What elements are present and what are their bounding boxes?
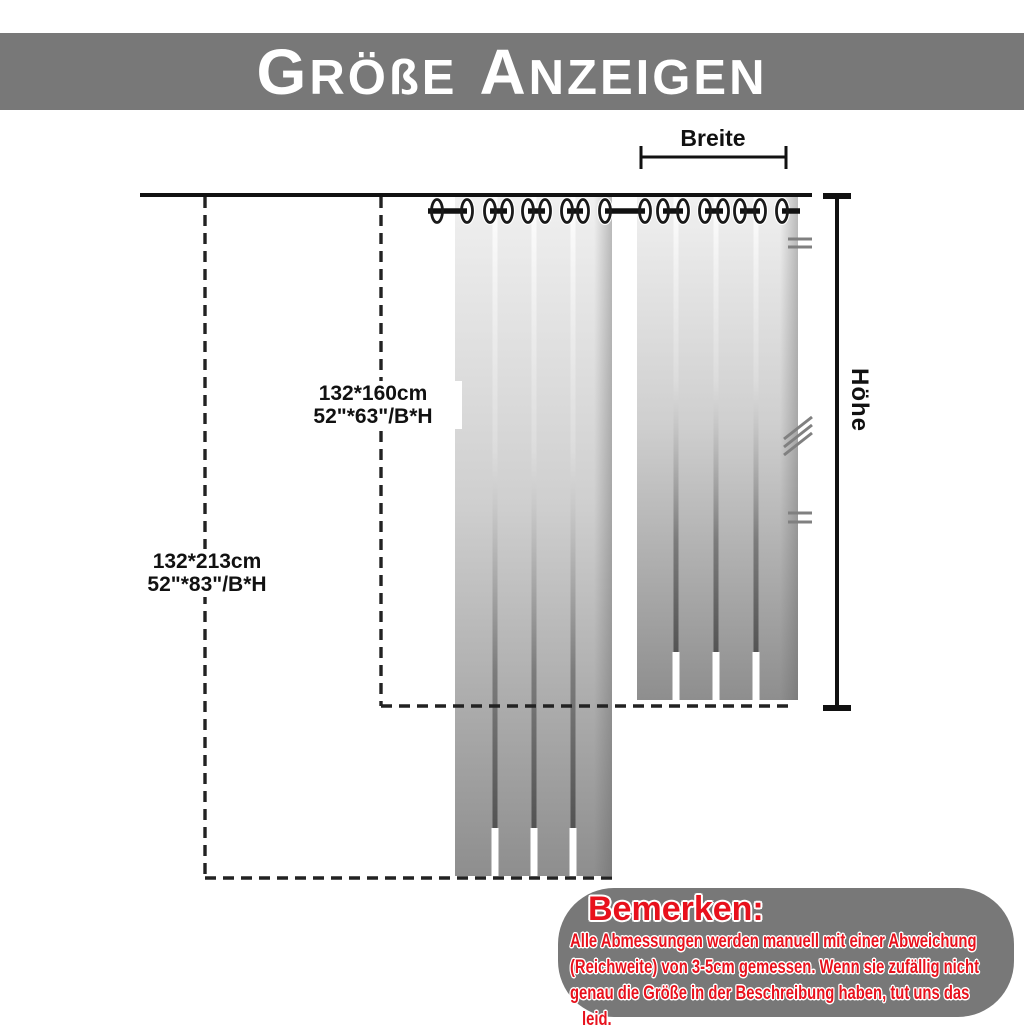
title-word-anzeigen: A NZEIGEN — [479, 35, 768, 108]
size-213-inches: 52"*83"/B*H — [147, 573, 267, 596]
note-line-3: genau die Größe in der Beschreibung haben, tut uns das — [570, 983, 970, 1005]
curtain-panel-long — [455, 197, 612, 876]
note-line-1: Alle Abmessungen werden manuell mit einer Abweichung — [570, 931, 977, 953]
size-213-cm: 132*213cm — [152, 550, 262, 573]
note-box — [558, 888, 1014, 1031]
grommet-rings — [428, 200, 800, 223]
size-label-160cm — [284, 381, 462, 429]
height-dimension-label: Höhe — [846, 368, 873, 432]
title-banner — [0, 33, 1024, 110]
page-title — [256, 35, 768, 108]
width-dimension-label: Breite — [680, 125, 746, 151]
size-label-213cm — [118, 549, 296, 597]
size-160-cm: 132*160cm — [318, 382, 428, 405]
note-line-2: (Reichweite) von 3-5cm gemessen. Wenn sie zufällig nicht — [570, 957, 980, 979]
height-measure-line — [823, 196, 851, 710]
title-word-groesse: G RÖßE — [256, 35, 458, 108]
curtain-panel-short — [637, 197, 798, 700]
size-160-inches: 52"*63"/B*H — [313, 405, 433, 428]
note-line-4: leid. — [582, 1009, 612, 1031]
note-heading: Bemerken: — [588, 890, 764, 928]
